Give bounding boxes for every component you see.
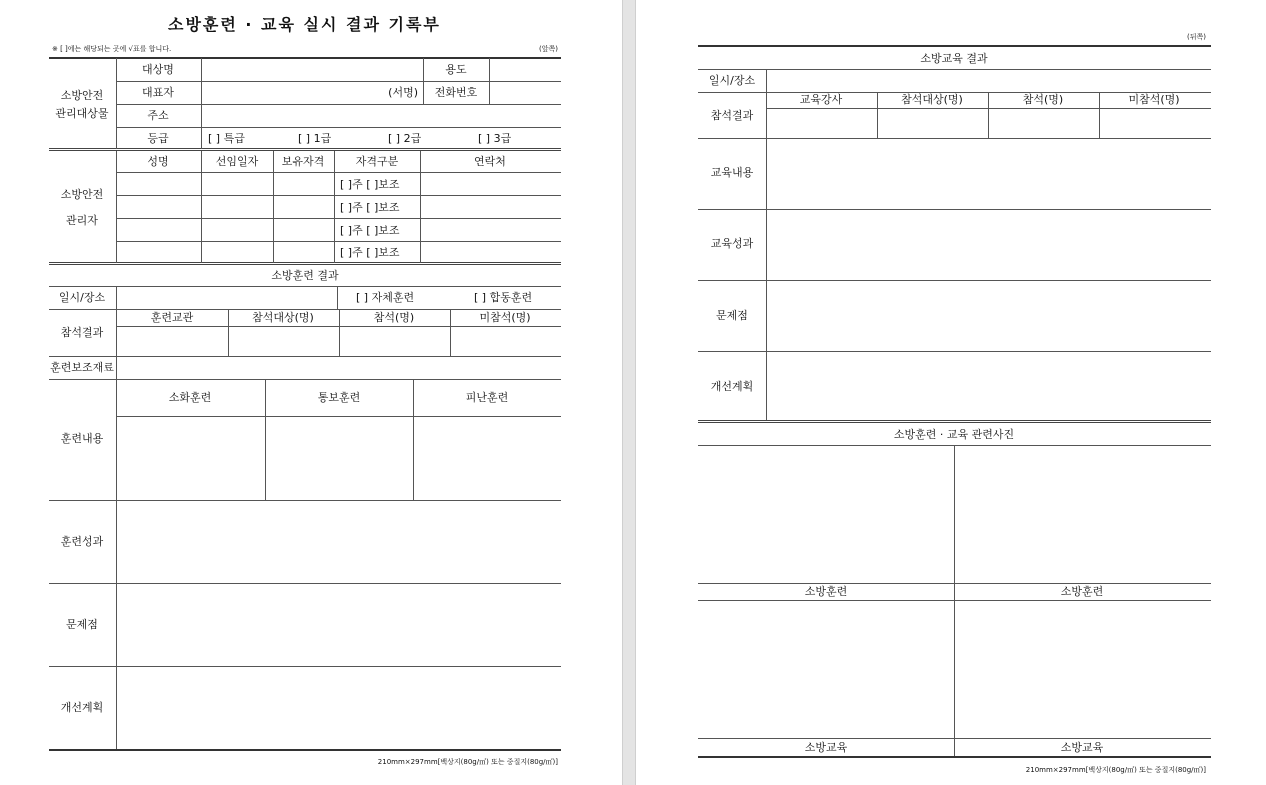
training-instructor-header: 훈련교관	[150, 311, 194, 324]
front-footer: 210mm×297mm[백상지(80g/㎡) 또는 중질지(80g/㎡)]	[377, 758, 558, 766]
report-training: 통보훈련	[317, 391, 361, 404]
manager-header-type: 자격구분	[355, 155, 399, 168]
target-group-label-2: 관리대상물	[55, 107, 109, 120]
training-result-label: 훈련성과	[60, 535, 104, 548]
back-side-label: (뒤쪽)	[1187, 33, 1206, 41]
self-training-option[interactable]: [ ] 자체훈련	[356, 291, 415, 304]
education-heading: 소방교육 결과	[920, 52, 988, 65]
grade-option-1[interactable]: [ ] 1급	[298, 132, 332, 145]
back-footer: 210mm×297mm[백상지(80g/㎡) 또는 중질지(80g/㎡)]	[1025, 766, 1206, 774]
front-page	[0, 0, 622, 785]
education-attend-header: 참석(명)	[1022, 93, 1064, 106]
education-datetime-label: 일시/장소	[708, 74, 756, 87]
manager-row-4-type[interactable]: [ ]주 [ ]보조	[340, 246, 400, 259]
back-page	[636, 0, 1266, 785]
phone-label: 전화번호	[434, 86, 478, 99]
manager-group-label-2: 관리자	[66, 214, 98, 227]
target-name-label: 대상명	[142, 63, 174, 76]
manager-row-1-type[interactable]: [ ]주 [ ]보조	[340, 178, 400, 191]
education-target-header: 참석대상(명)	[901, 93, 963, 106]
manager-header-date: 선임일자	[215, 155, 259, 168]
grade-label: 등급	[147, 132, 169, 145]
training-datetime-label: 일시/장소	[58, 291, 106, 304]
education-attendance-label: 참석결과	[710, 109, 754, 122]
training-absent-header: 미참석(명)	[479, 311, 531, 324]
photo-caption-training-right: 소방훈련	[1060, 585, 1104, 598]
page-title: 소방훈련 · 교육 실시 결과 기록부	[168, 15, 441, 34]
education-problem-label: 문제점	[716, 309, 748, 322]
grade-option-2[interactable]: [ ] 2급	[388, 132, 422, 145]
evacuation-training: 피난훈련	[465, 391, 509, 404]
education-content-label: 교육내용	[710, 166, 754, 179]
target-group-label-1: 소방안전	[60, 89, 104, 102]
grade-option-3[interactable]: [ ] 3급	[478, 132, 512, 145]
representative-label: 대표자	[142, 86, 174, 99]
grade-option-special[interactable]: [ ] 특급	[208, 132, 245, 145]
training-attendance-label: 참석결과	[60, 326, 104, 339]
front-side-label: (앞쪽)	[539, 45, 558, 53]
photo-caption-education-left: 소방교육	[804, 741, 848, 754]
sign-label: (서명)	[388, 86, 418, 99]
joint-training-option[interactable]: [ ] 합동훈련	[474, 291, 533, 304]
check-notice: ※ [ ]에는 해당되는 곳에 √표를 합니다.	[52, 45, 172, 53]
training-content-label: 훈련내용	[60, 432, 104, 445]
address-label: 주소	[147, 109, 169, 122]
fire-extinguish-training: 소화훈련	[168, 391, 212, 404]
manager-row-2-type[interactable]: [ ]주 [ ]보조	[340, 201, 400, 214]
manager-header-name: 성명	[147, 155, 169, 168]
training-heading: 소방훈련 결과	[271, 269, 339, 282]
training-problem-label: 문제점	[66, 618, 98, 631]
photo-heading: 소방훈련 · 교육 관련사진	[893, 428, 1015, 441]
manager-header-qual: 보유자격	[281, 155, 325, 168]
photo-caption-education-right: 소방교육	[1060, 741, 1104, 754]
training-attend-header: 참석(명)	[373, 311, 415, 324]
education-instructor-header: 교육강사	[799, 93, 843, 106]
use-label: 용도	[445, 63, 467, 76]
education-absent-header: 미참석(명)	[1128, 93, 1180, 106]
education-plan-label: 개선계획	[710, 380, 754, 393]
photo-caption-training-left: 소방훈련	[804, 585, 848, 598]
education-result-label: 교육성과	[710, 237, 754, 250]
training-target-header: 참석대상(명)	[252, 311, 314, 324]
page-separator	[622, 0, 636, 785]
manager-row-3-type[interactable]: [ ]주 [ ]보조	[340, 224, 400, 237]
training-aid-label: 훈련보조재료	[50, 361, 114, 374]
manager-group-label-1: 소방안전	[60, 188, 104, 201]
manager-header-contact: 연락처	[474, 155, 506, 168]
training-plan-label: 개선계획	[60, 701, 104, 714]
table-top-border	[49, 57, 561, 59]
table-bottom-border	[49, 749, 561, 751]
